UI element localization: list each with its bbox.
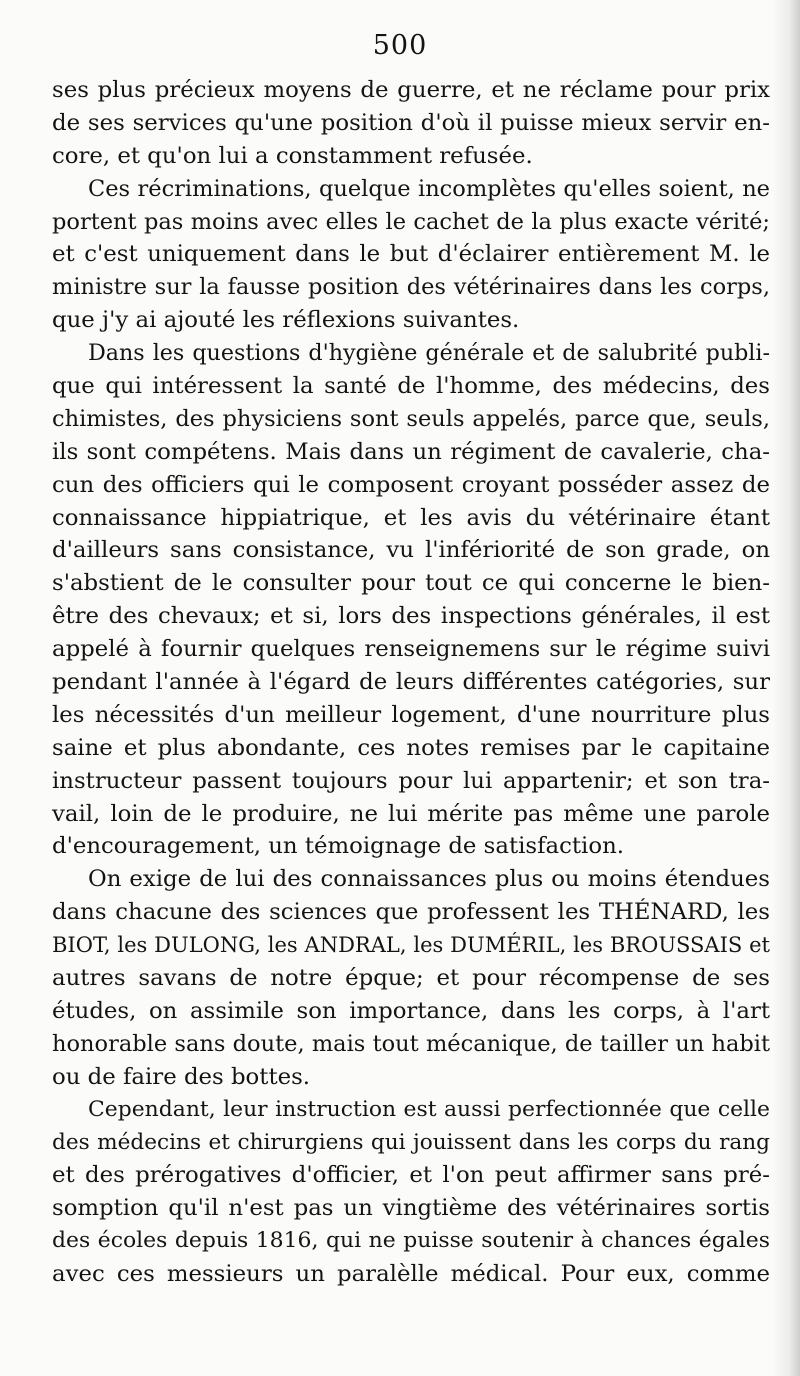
text-line: d'encouragement, un témoignage de satisfaction. <box>52 833 624 860</box>
text-line: appelé à fournir quelques renseignemens sur le régime suivi <box>52 636 770 663</box>
text-line: honorable sans doute, mais tout mécanique, de tailler un habit <box>52 1030 770 1057</box>
text-line: On exige de lui des connaissances plus ou moins étendues <box>88 866 770 893</box>
text-line: saine et plus abondante, ces notes remises par le capitaine <box>52 734 770 761</box>
text-line: ministre sur la fausse position des vétérinaires dans les corps, <box>52 274 770 301</box>
text-line: de ses services qu'une position d'où il puisse mieux servir en- <box>52 109 770 136</box>
text-line: s'abstient de le consulter pour tout ce qui concerne le bien- <box>52 570 770 597</box>
page-number: 500 <box>372 30 428 61</box>
text-line: portent pas moins avec elles le cachet de la plus exacte vérité; <box>52 208 770 235</box>
text-line: être des chevaux; et si, lors des inspections générales, il est <box>52 603 770 630</box>
text-line: dans chacune des sciences que professent les THÉNARD, les <box>52 899 770 926</box>
text-line: autres savans de notre épque; et pour récompense de ses <box>52 965 770 992</box>
text-line: des écoles depuis 1816, qui ne puisse soutenir à chances égales <box>52 1228 770 1254</box>
text-line: ils sont compétens. Mais dans un régiment de cavalerie, cha- <box>52 438 770 465</box>
text-line: avec ces messieurs un paralèlle médical. Pour eux, comme <box>52 1261 770 1288</box>
page-edge-shadow <box>772 0 800 1376</box>
text-line: cun des officiers qui le composent croyant posséder assez de <box>52 471 770 498</box>
text-line: et des prérogatives d'officier, et l'on peut affirmer sans pré- <box>52 1162 770 1189</box>
text-line: Cependant, leur instruction est aussi perfectionnée que celle <box>88 1096 770 1122</box>
text-line: Ces récriminations, quelque incomplètes qu'elles soient, ne <box>88 175 770 202</box>
text-line: que qui intéressent la santé de l'homme, des médecins, des <box>52 373 770 400</box>
text-line: les nécessités d'un meilleur logement, d'une nourriture plus <box>52 701 770 728</box>
text-line: connaissance hippiatrique, et les avis du vétérinaire étant <box>52 504 770 531</box>
text-line: instructeur passent toujours pour lui appartenir; et son tra- <box>52 767 770 794</box>
text-line: études, on assimile son importance, dans les corps, à l'art <box>52 997 770 1024</box>
text-line: chimistes, des physiciens sont seuls appelés, parce que, seuls, <box>52 405 770 432</box>
text-line: pendant l'année à l'égard de leurs différentes catégories, sur <box>52 669 770 696</box>
text-line: que j'y ai ajouté les réflexions suivantes. <box>52 307 520 334</box>
text-line: d'ailleurs sans consistance, vu l'infériorité de son grade, on <box>52 537 770 564</box>
text-line: ses plus précieux moyens de guerre, et ne réclame pour prix <box>52 77 770 103</box>
body-text <box>52 74 770 1291</box>
text-line: core, et qu'on lui a constamment refusée. <box>52 142 533 169</box>
text-line: ou de faire des bottes. <box>52 1063 311 1090</box>
text-line: somption qu'il n'est pas un vingtième des vétérinaires sortis <box>52 1195 770 1222</box>
text-line: BIOT, les DULONG, les ANDRAL, les DUMÉRIL, les BROUSSAIS et <box>52 933 770 958</box>
text-line: Dans les questions d'hygiène générale et de salubrité publi- <box>88 340 770 367</box>
text-line: et c'est uniquement dans le but d'éclairer entièrement M. le <box>52 241 770 268</box>
text-line: vail, loin de le produire, ne lui mérite pas même une parole <box>52 800 770 827</box>
text-line: des médecins et chirurgiens qui jouissent dans les corps du rang <box>52 1129 770 1155</box>
